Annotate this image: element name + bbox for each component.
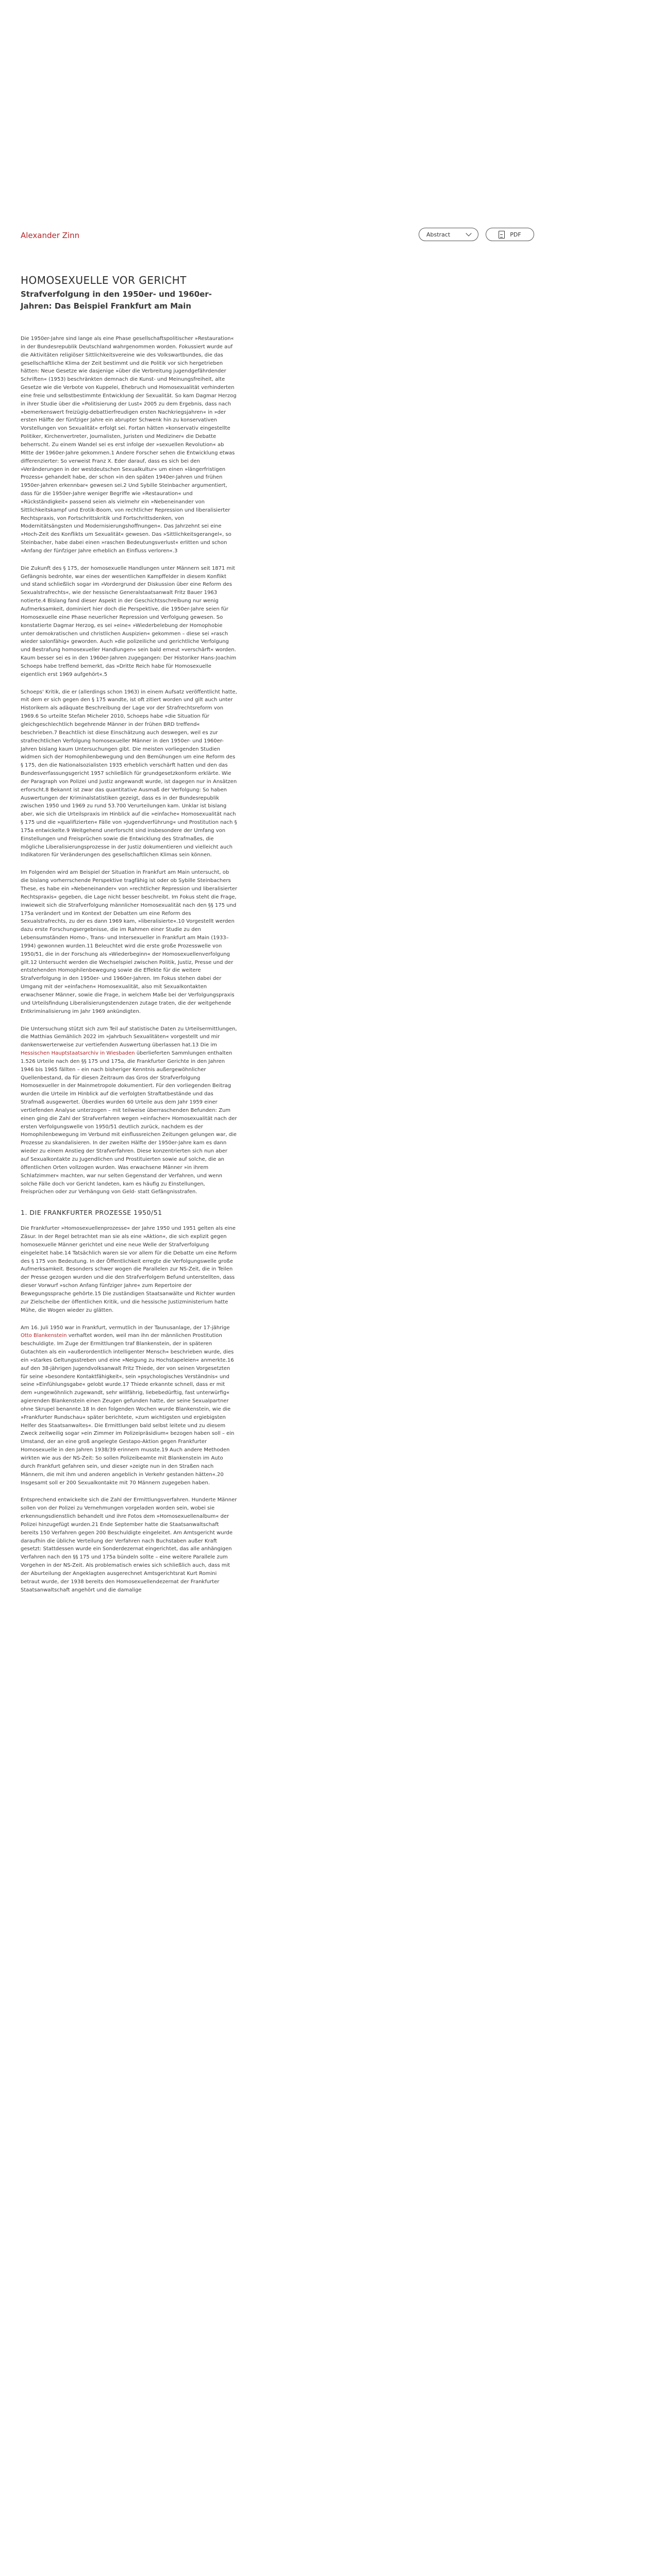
author-name[interactable]: Alexander Zinn <box>21 231 80 240</box>
section-heading: 1. DIE FRANKFURTER PROZESSE 1950/51 <box>21 1209 162 1217</box>
paragraph: Die Zukunft des § 175, der homosexuelle Handlungen unter Männern seit 1871 mit Gefängnis bedrohte, war eines der wesentlichen Kampffelder in diesem Konflikt und stand schließlich sogar im »Vordergrund der Diskussion über eine Reform des Sexualstrafrechts«, wie der hessische Generalstaatsanwalt Fritz Bauer 1963 notierte.4 Bislang fand dieser Aspekt in der Geschichtsschreibung nur wenig Aufmerksamkeit, dominiert hier doch die Perspektive, die 1950er-Jahre seien für Homosexuelle eine Phase neuerlicher Repression und Verfolgung gewesen. So konstatierte Dagmar Herzog, es sei »eine« »Wiederbelebung der Homophobie unter demokratischen und christlichen Auspizien« gekommen – diese sei »rasch wieder salonfähig« geworden. Auch »die polizeiliche und gerichtliche Verfolgung und Bestrafung homosexueller Handlungen« sein bald erneut »verschärft« worden. Kaum besser sei es in den 1960er-Jahren zugegangen: Der Historiker Hans-Joachim Schoeps habe treffend bemerkt, das »Dritte Reich habe für Homosexuelle eigentlich erst 1969 aufgehört«.5 <box>21 565 237 677</box>
article <box>21 0 641 2576</box>
paragraph: Die 1950er-Jahre sind lange als eine Phase gesellschaftspolitischer »Restauration« in der Bundesrepublik Deutschland wahrgenommen worden. Fokussiert wurde auf die Aktivitäten religiöser Sittlichkeitsvereine wie des Volkswartbundes, die das gesellschaftliche Klima der Zeit bestimmt und die Politik vor sich hergetrieben hätten: Neue Gesetze wie dasjenige »über die Verbreitung jugendgefährdender Schriften« (1953) beschränkten demnach die Kunst- und Meinungsfreiheit, alte Gesetze wie die Verbote von Kuppelei, Ehebruch und Homosexualität verhinderten eine freie und selbstbestimmte Entwicklung der Sexualität. So kam Dagmar Herzog in ihrer Studie über die »Politisierung der Lust« 2005 zu dem Ergebnis, dass nach »bemerkenswert freizügig-debattierfreudigen ersten Nachkriegsjahren« in »der ersten Hälfte der fünfziger Jahre ein abrupter Schwenk hin zu konservativen Vorstellungen von Sexualität« erfolgt sei. Fortan hätten »konservativ eingestellte Politiker, Kirchenvertreter, Journalisten, Juristen und Mediziner« die Debatte beherrscht. Zu einem Wandel sei es erst infolge der »sexuellen Revolution« ab Mitte der 1960er-Jahre gekommen.1 Andere Forscher sehen die Entwicklung etwas differenzierter: So verweist Franz X. Eder darauf, dass es sich bei den »Veränderungen in der westdeutschen Sexualkultur« um einen »längerfristigen Prozess« gehandelt habe, der schon »in den späten 1940er-Jahren und frühen 1950er-Jahren erkennbar« gewesen sei.2 Und Sybille Steinbacher argumentiert, dass für die 1950er-Jahre weniger Begriffe wie »Restauration« und »Rückständigkeit« passend seien als vielmehr ein »Nebeneinander von Sittlichkeitskampf und Erotik-Boom, von rechtlicher Repression und liberalisierter Rechtspraxis, von Fortschrittskritik und Fortschrittsdenken, von Modernitätsängsten und Modernisierungshoffnungen«. Das Jahrzehnt sei eine »Hoch-Zeit des Konflikts um Sexualität« gewesen. Das »Sittlichkeitsgerangel«, so Steinbacher, habe dabei einen »raschen Bedeutungsverlust« erlitten und schon »Anfang der fünfziger Jahre erheblich an Einfluss verloren«.3 <box>21 336 237 554</box>
chevron-down-icon <box>466 230 471 236</box>
pdf-button[interactable] <box>486 228 534 241</box>
abstract-button-label: Abstract <box>426 231 451 238</box>
paragraph: Entsprechend entwickelte sich die Zahl der Ermittlungsverfahren. Hunderte Männer sollen von der Polizei zu Vernehmungen vorgeladen worden sein, wobei sie erkennungsdienstlich behandelt und ihre Fotos dem »Homosexuellenalbum« der Polizei hinzugefügt wurden.21 Ende September hatte die Staatsanwaltschaft bereits 150 Verfahren gegen 200 Beschuldigte eingeleitet. Am Amtsgericht wurde daraufhin die übliche Verteilung der Verfahren nach Buchstaben außer Kraft gesetzt: Stattdessen wurde ein Sonderdezernat eingerichtet, das alle anhängigen Verfahren nach den §§ 175 und 175a bündeln sollte – eine weitere Parallele zum Vorgehen in der NS-Zeit. Als problematisch erwies sich schließlich auch, dass mit der Aburteilung der Angeklagten ausgerechnet Amtsgerichtsrat Kurt Romini betraut wurde, der 1938 bereits den Homosexuellendezernat der Frankfurter Staatsanwaltschaft angehört und die damalige <box>21 1497 237 1593</box>
article-title: HOMOSEXUELLE VOR GERICHT <box>21 274 187 286</box>
paragraph: Schoeps' Kritik, die er (allerdings schon 1963) in einem Aufsatz veröffentlicht hatte, mit dem er sich gegen den § 175 wandte, ist oft zitiert worden und gilt auch unter Historikern als adäquate Beschreibung der Lage vor der Strafrechtsreform von 1969.6 So urteilte Stefan Micheler 2010, Schoeps habe »die Situation für gleichgeschlechtlich begehrende Männer in der frühen BRD treffend« beschrieben.7 Beachtlich ist diese Einschätzung auch deswegen, weil es zur strafrechtlichen Verfolgung homosexueller Männer in den 1950er- und 1960er-Jahren bislang kaum Untersuchungen gibt. Die meisten vorliegenden Studien widmen sich der Homophilenbewegung und den Bemühungen um eine Reform des § 175, den die Nationalsozialisten 1935 erheblich verschärft hatten und den das Bundesverfassungsgericht 1957 schließlich für grundgesetzkonform erklärte. Wie der Paragraph von Polizei und Justiz angewandt wurde, ist dagegen nur in Ansätzen erforscht.8 Bekannt ist zwar das quantitative Ausmaß der Verfolgung: So haben Auswertungen der Kriminalstatistiken gezeigt, dass es in der Bundesrepublik zwischen 1950 und 1969 zu rund 53.700 Verurteilungen kam. Unklar ist bislang aber, wie sich die Urteilspraxis im Hinblick auf die »einfache« Homosexualität nach § 175 und die »qualifizierten« Fälle von »Jugendverführung« und Prostitution nach § 175a entwickelte.9 Weitgehend unerforscht sind insbesondere der Umfang von Einstellungen und Freisprüchen sowie die Entwicklung des Strafmaßes, die mögliche Liberalisierungsprozesse in der Justiz dokumentieren und vielleicht auch Indikatoren für Veränderungen des gesellschaftlichen Klimas sein können. <box>21 689 237 858</box>
document-icon <box>499 231 505 239</box>
inline-link[interactable]: Hessischen Hauptstaatsarchiv in <box>21 1050 105 1057</box>
inline-link[interactable]: Wiesbaden <box>106 1050 135 1057</box>
paragraph-with-link <box>21 1324 237 1487</box>
article-actions <box>419 228 534 241</box>
paragraph-text: Die Untersuchung stützt sich zum Teil auf statistische Daten zu Urteilsermittlungen, die Matthias Gemählich 2022 im »Jahrbuch Sexualitäten« vorgestellt und mir dankenswerterweise zur vertiefenden Auswertung überlassen hat.13 Die im Hessischen Hauptstaatsarchiv in Wiesbaden überlieferten Sammlungen enthalten 1.526 Urteile nach den §§ 175 und 175a, die Frankfurter Gerichte in den Jahren 1946 bis 1965 fällten – ein nach bisheriger Kenntnis außergewöhnlicher Quellenbestand, da für diesen Zeitraum das Gros der Strafverfolgung Homosexueller in der Mainmetropole dokumentiert. Für den vorliegenden Beitrag wurden die Urteile im Hinblick auf die verfolgten Straftatbestände und das Strafmaß ausgewertet. Überdies wurden 60 Urteile aus dem Jahr 1959 einer vertiefenden Analyse unterzogen – mit teilweise überraschenden Befunden: Zum einen ging die Zahl der Strafverfahren wegen »einfacher« Homosexualität nach der ersten Verfolgungswelle von 1950/51 deutlich zurück, nachdem es der Homophilenbewegung im Verbund mit einflussreichen Zeitungen gelungen war, die Prozesse zu skandalisieren. In der zweiten Hälfte der 1950er-Jahre kam es dann wieder zu einem Anstieg der Strafverfahren. Diese konzentrierten sich nun aber auf Sexualkontakte zu Jugendlichen und Prostituierten sowie auf solche, die an öffentlichen Orten vollzogen wurden. Was erwachsene Männer »in ihrem Schlafzimmer« machten, war nur selten Gegenstand der Verfahren, und wenn solche Fälle doch vor Gericht landeten, kam es häufig zu Einstellungen, Freisprüchen oder zur Verhängung von Geld- statt Gefängnisstrafen. <box>21 1026 237 1195</box>
inline-link[interactable]: Otto Blankenstein <box>21 1333 67 1339</box>
paragraph-with-links <box>21 1025 237 1197</box>
paragraph: Die Frankfurter »Homosexuellenprozesse« der Jahre 1950 und 1951 gelten als eine Zäsur. In der Regel betrachtet man sie als eine »Aktion«, die sich explizit gegen homosexuelle Männer gerichtet und eine neue Welle der Strafverfolgung eingeleitet habe.14 Tatsächlich waren sie vor allem für die Debatte um eine Reform des § 175 von Bedeutung. In der Öffentlichkeit erregte die Verfolgungswelle große Aufmerksamkeit. Besonders schwer wogen die Parallelen zur NS-Zeit, die in Teilen der Presse gezogen wurden und die den Strafverfolgern Befund unterstellten, dass dieser Vorwurf »schon Anfang fünfziger Jahre« zum Repertoire der Bewegungssprache gehörte.15 Die zuständigen Staatsanwälte und Richter wurden zur Zielscheibe der öffentlichen Kritik, und die hessische Justizministerium hatte Mühe, die Wogen wieder zu glätten. <box>21 1226 237 1313</box>
abstract-button[interactable] <box>419 228 478 241</box>
pdf-button-label: PDF <box>510 231 521 238</box>
article-subtitle: Strafverfolgung in den 1950er- und 1960er-Jahren: Das Beispiel Frankfurt am Main <box>21 290 212 311</box>
paragraph: Im Folgenden wird am Beispiel der Situation in Frankfurt am Main untersucht, ob die bislang vorherrschende Perspektive tragfähig ist oder ob Sybille Steinbachers These, es habe ein »Nebeneinander« von »rechtlicher Repression und liberalisierter Rechtspraxis« gegeben, die Lage nicht besser beschreibt. Im Fokus steht die Frage, inwieweit sich die Strafverfolgung männlicher Homosexualität nach den §§ 175 und 175a verändert und im Kontext der Debatten um eine Reform des Sexualstrafrechts, zu der es dann 1969 kam, »liberalisierte«.10 Vorgestellt werden dazu erste Forschungsergebnisse, die im Rahmen einer Studie zu den Lebensumständen Homo-, Trans- und Intersexueller in Frankfurt am Main (1933–1994) gewonnen wurden.11 Beleuchtet wird die erste große Prozesswelle von 1950/51, die in der Forschung als »Wiederbeginn« der Homosexuellenverfolgung gilt.12 Untersucht werden die Wechselspiel zwischen Politik, Justiz, Presse und der entstehenden Homophilenbewegung sowie die Effekte für die weitere Strafverfolgung in den 1950er- und 1960er-Jahren. Im Fokus stehen dabei der Umgang mit der »einfachen« Homosexualität, also mit Sexualkontakten erwachsener Männer, sowie die Frage, in welchem Maße bei der Verfolgungspraxis und Urteilsfindung Liberalisierungstendenzen zutage traten, die der weitgehende Entkriminalisierung im Jahr 1969 ankündigten. <box>21 870 237 1014</box>
article-body <box>21 335 237 1604</box>
paragraph-text: Am 16. Juli 1950 war in Frankfurt, vermutlich in der Taunusanlage, der 17-jährige Otto Blankenstein verhaftet worden, weil man ihn der männlichen Prostitution beschuldigte. Im Zuge der Ermittlungen traf Blankenstein, der in späteren Gutachten als ein »außerordentlich intelligenter Mensch« beschrieben wurde, dies ein »starkes Geltungsstreben und eine »Neigung zu Hochstapeleien« anmerkte.16 auf den 38-jährigen Jugendvolksanwalt Fritz Thiede, der von seinen Vorgesetzten für seine »besondere Kontaktfähigkeit«, sein »psychologisches Verständnis« und seine »Einfühlungsgabe« gelobt wurde.17 Thiede erkannte schnell, dass er mit dem »ungewöhnlich zugewandt, sehr willfährig, liebebedürftig, fast unterwürfig« agierenden Blankenstein einen Zeugen gefunden hatte, der seine Sexualpartner ohne Skrupel benannte.18 In den folgenden Wochen wurde Blankenstein, wie die »Frankfurter Rundschau« später berichtete, »zum wichtigsten und ergiebigsten Helfer des Staatsanwaltes«. Die Ermittlungen bald selbst leitete und zu diesem Zweck zeitweilig sogar »ein Zimmer im Polizeipräsidium« bezogen haben soll – ein Umstand, der an eine groß angelegte Gestapo-Aktion gegen Frankfurter Homosexuelle in den Jahren 1938/39 erinnern musste.19 Auch andere Methoden wirkten wie aus der NS-Zeit: So sollen Polizeibeamte mit Blankenstein im Auto durch Frankfurt gefahren sein, und dieser »zeigte nun in den Straßen nach Männern, die mit ihm und anderen angeblich in Verkehr gestanden hätten«.20 Insgesamt soll er 200 Sexualkontakte mit 70 Männern zugegeben haben. <box>21 1325 235 1486</box>
